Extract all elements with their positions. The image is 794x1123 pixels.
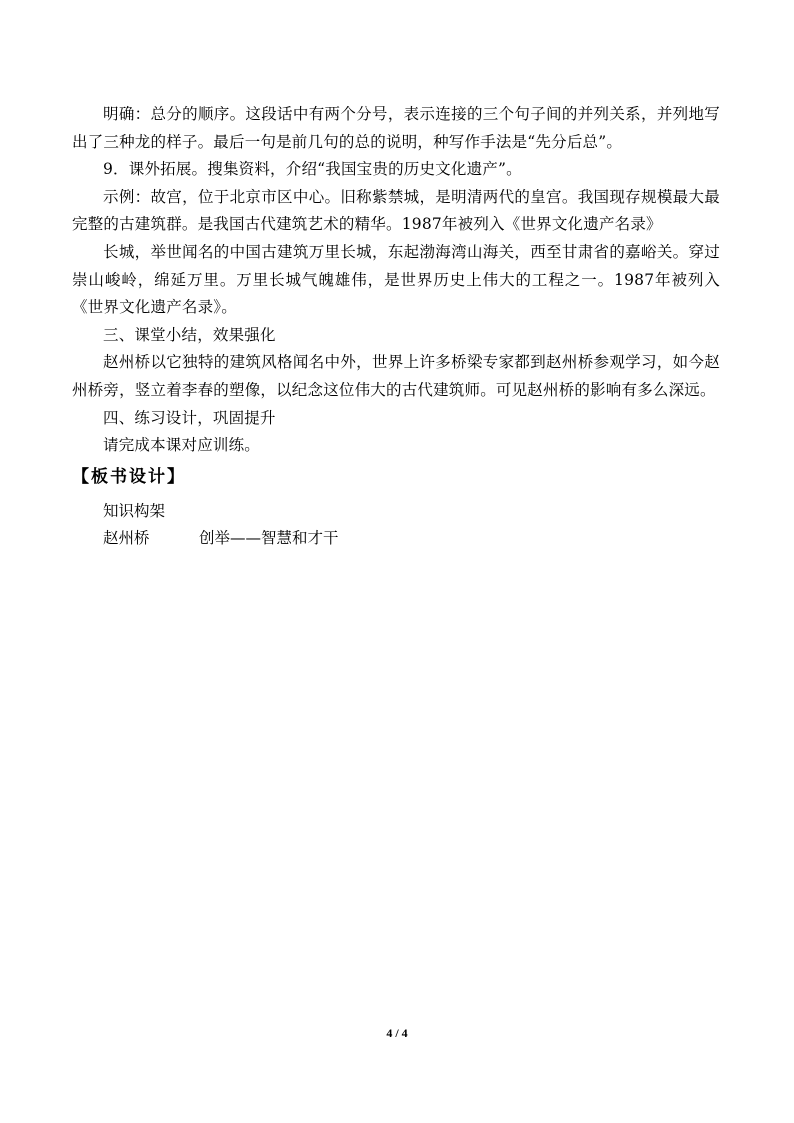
paragraph-practice: 请完成本课对应训练。 [103,436,261,455]
board-design-heading: 【板书设计】 [72,466,186,487]
board-label: 知识构架 [103,501,166,520]
paragraph-example-palace: 示例：故宫，位于北京市区中心。旧称紫禁城，是明清两代的皇宫。我国现存规模最大最完整的古建筑群。是我国古代建筑艺术的精华。1987年被列入《世界文化遗产名录》 [72,187,720,234]
paragraph-extension-task: 9．课外拓展。搜集资料，介绍“我国宝贵的历史文化遗产”。 [103,160,522,179]
page-number: 4 / 4 [386,1026,408,1040]
paragraph-great-wall: 长城，举世闻名的中国古建筑万里长城，东起渤海湾山海关，西至甘肃省的嘉峪关。穿过崇山峻岭，绵延万里。万里长城气魄雄伟，是世界历史上伟大的工程之一。1987年被列入《世界文化遗产名录》。 [72,242,720,317]
board-row [72,525,720,553]
paragraph-explanation: 明确：总分的顺序。这段话中有两个分号，表示连接的三个句子间的并列关系，并列地写出了三种龙的样子。最后一句是前几句的总的说明，种写作手法是“先分后总”。 [72,105,720,151]
board-right-cell: 创举——智慧和才干 [199,529,339,548]
paragraph-summary: 赵州桥以它独特的建筑风格闻名中外，世界上许多桥梁专家都到赵州桥参观学习，如今赵州桥旁，竖立着李春的塑像，以纪念这位伟大的古代建筑师。可见赵州桥的影响有多么深远。 [72,353,720,399]
document-body [72,101,720,553]
section-summary-heading: 三、课堂小结，效果强化 [103,325,276,344]
section-practice-heading: 四、练习设计，巩固提升 [103,408,276,427]
board-left-cell: 赵州桥 [103,529,150,548]
